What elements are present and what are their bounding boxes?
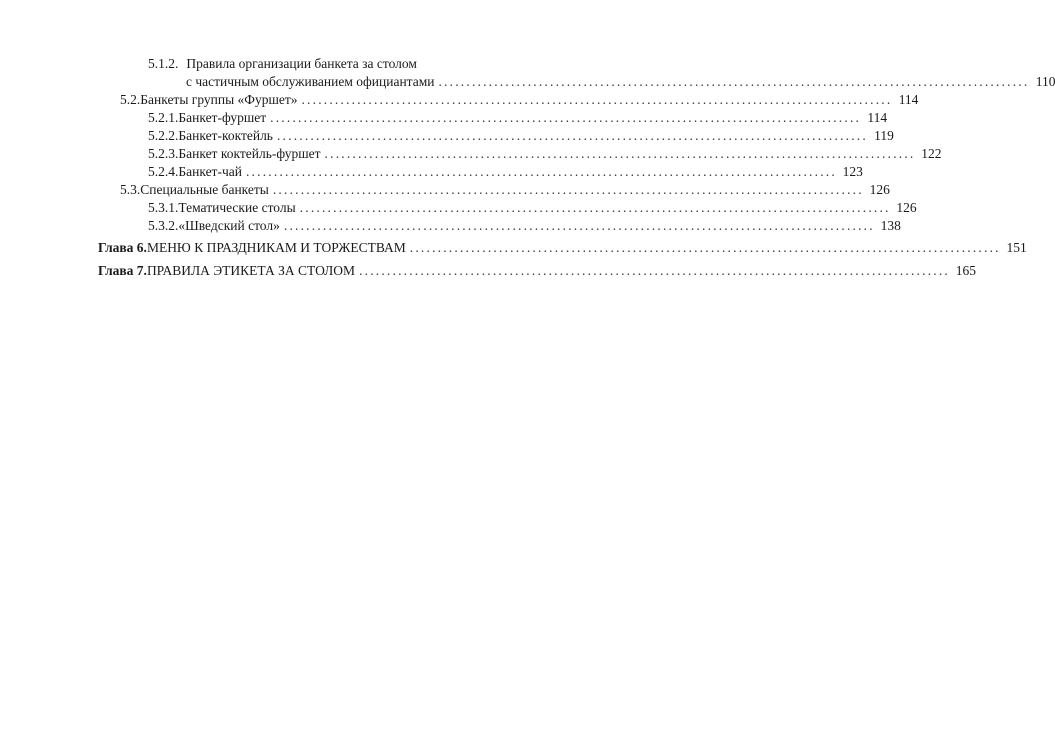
leader-dots: .......................................................................................................... xyxy=(283,218,875,233)
leader-dots: .......................................................................................................... xyxy=(272,182,864,197)
toc-entry-chapter-7 xyxy=(98,262,977,280)
toc-entry-5-3 xyxy=(120,181,890,199)
toc-entry-title: Правила организации банкета за столом xyxy=(186,56,417,71)
toc-entry-number: 5.2. xyxy=(120,92,141,107)
toc-entry-page: 123 xyxy=(842,164,863,179)
toc-entry-5-1-2-line1 xyxy=(148,55,503,73)
leader-dots: .......................................................................................................... xyxy=(245,164,837,179)
toc-entry-number: 5.2.1. xyxy=(148,110,179,125)
toc-entry-page: 110 xyxy=(1035,74,1055,89)
toc-entry-5-2-1 xyxy=(148,109,888,127)
toc-chapter-number: Глава 6. xyxy=(98,240,147,255)
toc-entry-page: 126 xyxy=(869,182,890,197)
toc-entry-5-1-2-line2 xyxy=(186,73,1055,91)
leader-dots: .......................................................................................................... xyxy=(409,240,1001,255)
toc-entry-title: с частичным обслуживанием официантами xyxy=(186,74,435,89)
toc-entry-5-2-2 xyxy=(148,127,894,145)
leader-dots: .......................................................................................................... xyxy=(359,263,951,278)
toc-entry-page: 119 xyxy=(874,128,894,143)
leader-dots: .......................................................................................................... xyxy=(324,146,916,161)
toc-entry-title: Тематические столы xyxy=(178,200,296,215)
toc-entry-title: Банкет-фуршет xyxy=(178,110,267,125)
toc-entry-number: 5.2.3. xyxy=(148,146,179,161)
toc-entry-title: Банкеты группы «Фуршет» xyxy=(140,92,298,107)
toc-entry-title: Специальные банкеты xyxy=(140,182,269,197)
toc-entry-5-2 xyxy=(120,91,919,109)
toc-entry-page: 138 xyxy=(880,218,901,233)
leader-dots: .......................................................................................................... xyxy=(301,92,893,107)
toc-entry-number: 5.3. xyxy=(120,182,141,197)
toc-entry-page: 126 xyxy=(896,200,917,215)
toc-entry-number: 5.3.1. xyxy=(148,200,179,215)
toc-entry-chapter-6 xyxy=(98,239,1027,257)
toc-entry-number: 5.2.4. xyxy=(148,164,179,179)
toc-entry-5-2-3 xyxy=(148,145,942,163)
leader-dots: .......................................................................................................... xyxy=(270,110,862,125)
toc-entry-number: 5.1.2. xyxy=(148,56,179,71)
toc-entry-page: 114 xyxy=(867,110,888,125)
toc-entry-5-3-2 xyxy=(148,217,901,235)
toc-entry-page: 122 xyxy=(921,146,942,161)
leader-dots: .......................................................................................................... xyxy=(299,200,891,215)
toc-entry-5-2-4 xyxy=(148,163,863,181)
toc-chapter-title: МЕНЮ К ПРАЗДНИКАМ И ТОРЖЕСТВАМ xyxy=(146,240,406,255)
toc-entry-number: 5.2.2. xyxy=(148,128,179,143)
toc-entry-page: 151 xyxy=(1006,240,1027,255)
leader-dots: .......................................................................................................... xyxy=(276,128,868,143)
leader-dots: .......................................................................................................... xyxy=(438,74,1030,89)
toc-entry-page: 165 xyxy=(955,263,977,278)
toc-entry-page: 114 xyxy=(898,92,919,107)
toc-entry-5-3-1 xyxy=(148,199,917,217)
toc-entry-title: Банкет коктейль-фуршет xyxy=(178,146,321,161)
toc-entry-title: Банкет-коктейль xyxy=(178,128,273,143)
toc-entry-title: «Шведский стол» xyxy=(178,218,280,233)
toc-chapter-title: ПРАВИЛА ЭТИКЕТА ЗА СТОЛОМ xyxy=(146,263,356,278)
toc-chapter-number: Глава 7. xyxy=(98,263,147,278)
toc-entry-title: Банкет-чай xyxy=(178,164,242,179)
toc-entry-number: 5.3.2. xyxy=(148,218,179,233)
